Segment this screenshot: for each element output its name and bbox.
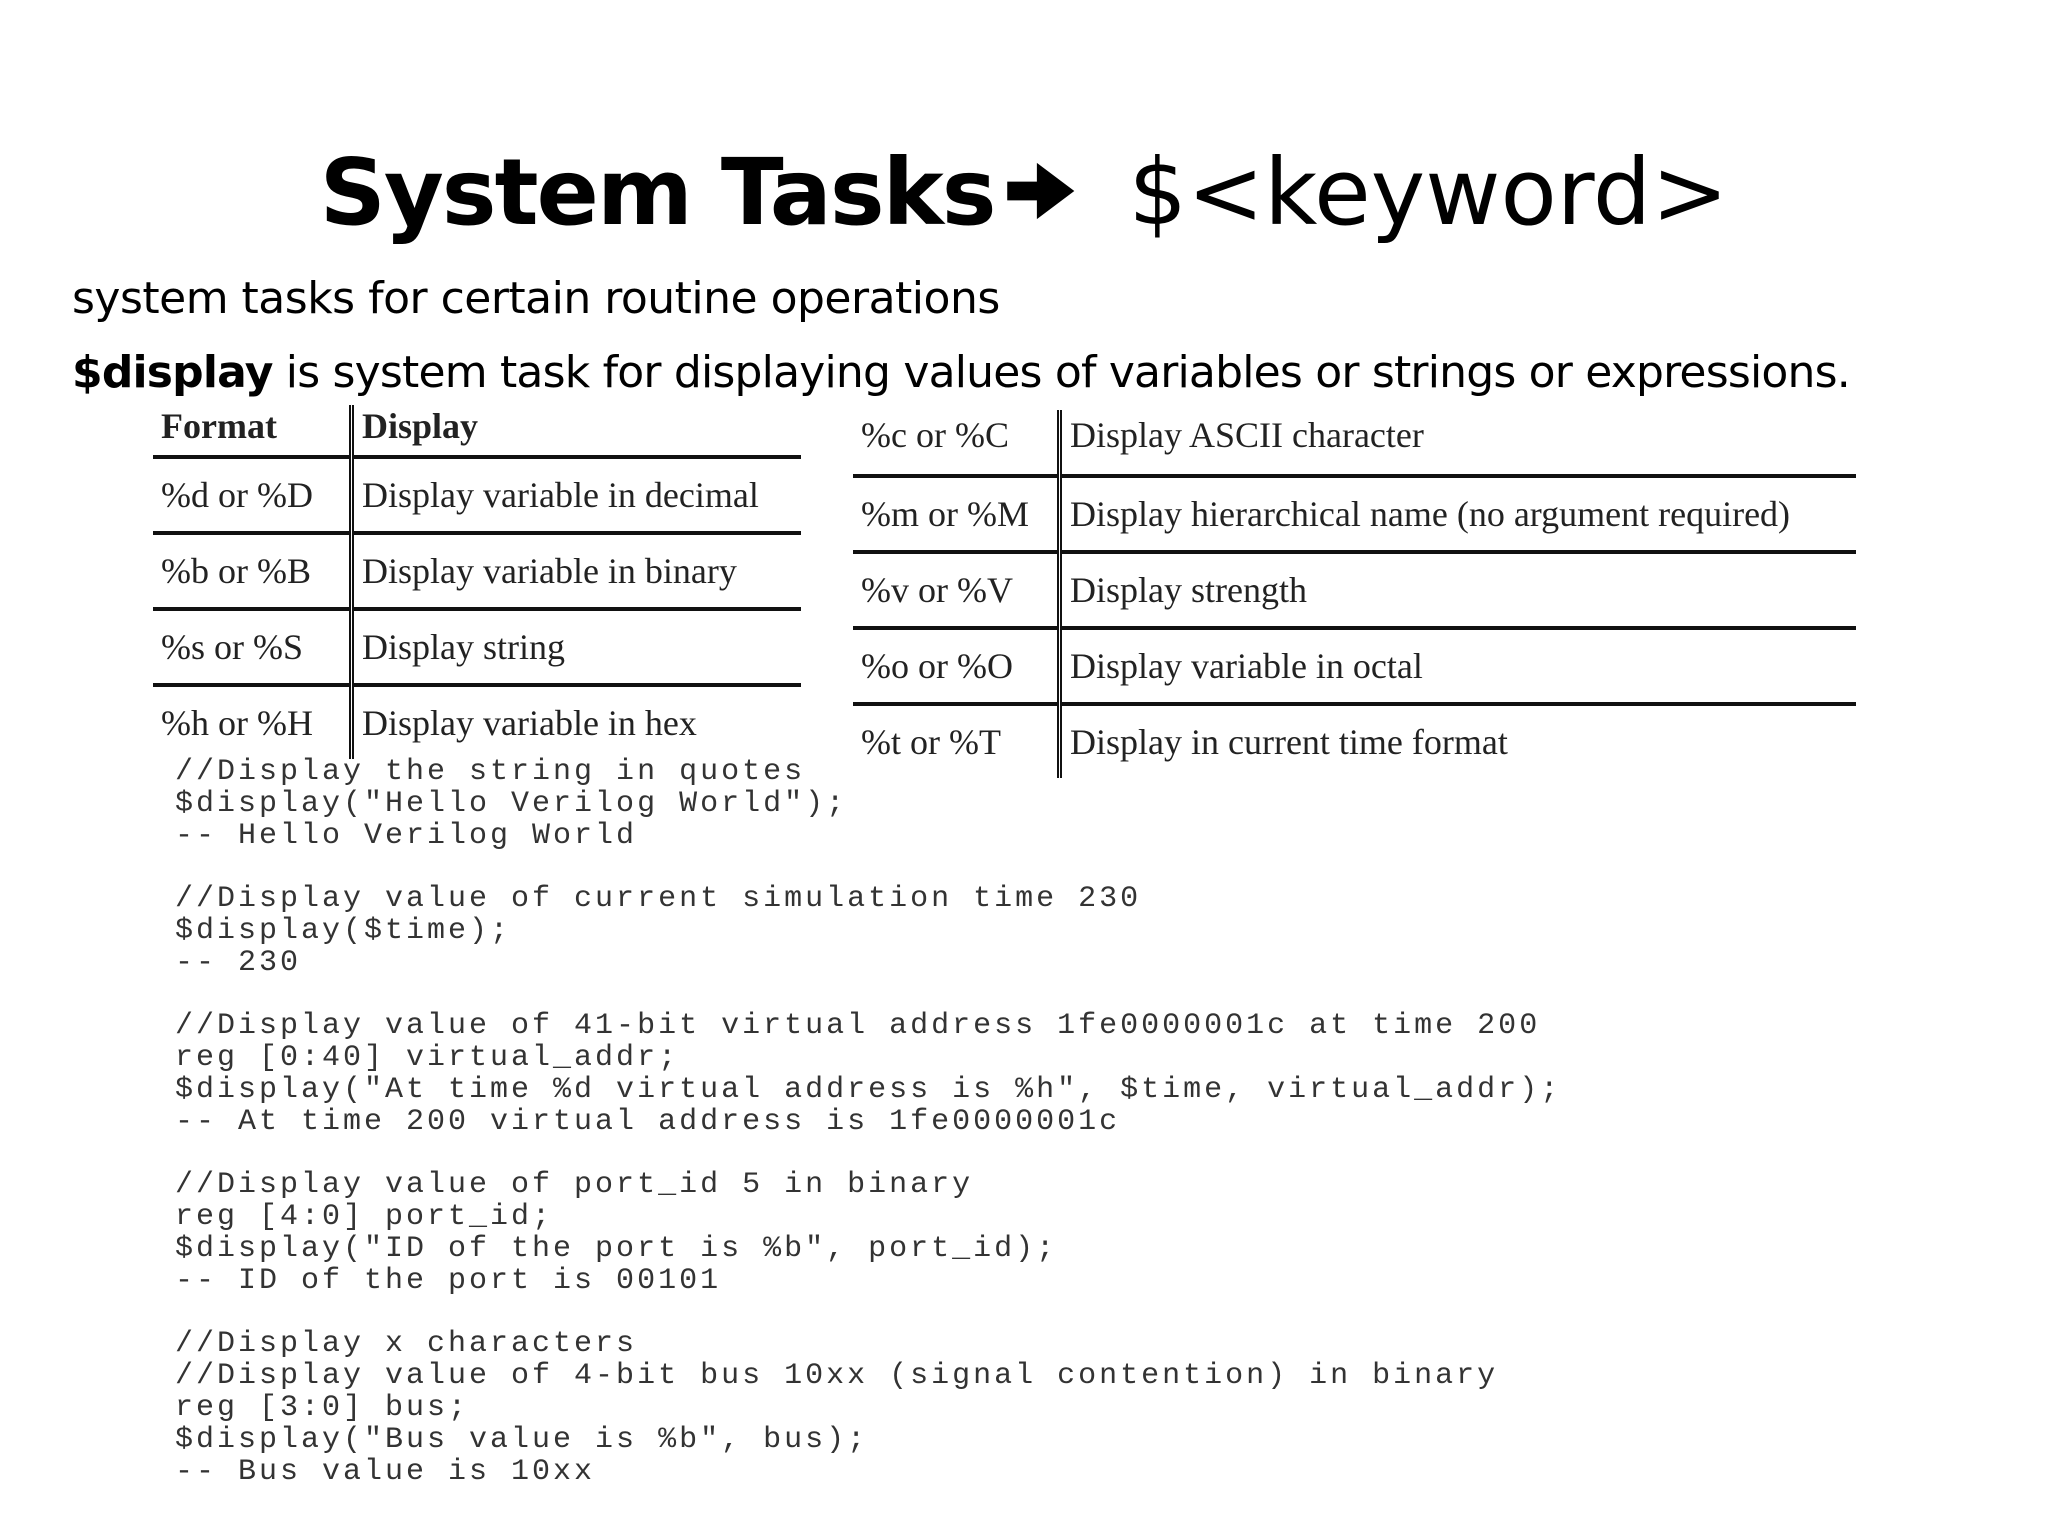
- format-code: %c or %C: [853, 410, 1060, 476]
- intro-line-2: [72, 346, 1850, 400]
- intro-line-2-rest: is system task for displaying values of variables or strings or expressions.: [272, 347, 1850, 398]
- code-line: //Display value of 4-bit bus 10xx (signal contention) in binary: [175, 1359, 1499, 1393]
- code-line: //Display value of 41-bit virtual address 1fe0000001c at time 200: [175, 1009, 1541, 1043]
- code-line: -- Hello Verilog World: [175, 819, 638, 853]
- header-display: Display: [362, 406, 479, 446]
- title-keyword-text: $<keyword>: [1128, 139, 1729, 246]
- code-line: $display("Hello Verilog World");: [175, 787, 848, 821]
- slide-title: [0, 138, 2048, 248]
- format-description: Display ASCII character: [1070, 415, 1424, 455]
- format-description: Display in current time format: [1070, 722, 1508, 762]
- format-description: Display hierarchical name (no argument required): [1070, 494, 1791, 534]
- code-line: -- Bus value is 10xx: [175, 1455, 596, 1489]
- intro-line-1: system tasks for certain routine operations: [72, 273, 1000, 324]
- code-line: //Display x characters: [175, 1327, 638, 1361]
- code-line: -- ID of the port is 00101: [175, 1264, 722, 1298]
- code-line: //Display value of current simulation time 230: [175, 882, 1142, 916]
- header-format: Format: [153, 405, 352, 457]
- code-line: //Display value of port_id 5 in binary: [175, 1168, 974, 1202]
- code-line: //Display the string in quotes: [175, 755, 806, 789]
- display-keyword: $display: [72, 347, 273, 398]
- table-row: [853, 552, 1856, 628]
- table-row: [153, 609, 801, 685]
- code-line: -- 230: [175, 946, 302, 980]
- table-row: [853, 476, 1856, 552]
- format-code: %o or %O: [853, 628, 1060, 704]
- code-block: [175, 756, 1561, 852]
- code-line: reg [0:40] virtual_addr;: [175, 1041, 680, 1075]
- code-line: $display($time);: [175, 914, 512, 948]
- code-line: reg [4:0] port_id;: [175, 1200, 554, 1234]
- format-description: Display string: [362, 627, 565, 667]
- code-examples: [175, 756, 1561, 1488]
- code-line: $display("ID of the port is %b", port_id);: [175, 1232, 1058, 1266]
- format-code: %t or %T: [853, 704, 1060, 778]
- right-arrow-icon: [1001, 152, 1079, 230]
- format-description: Display variable in binary: [362, 551, 737, 591]
- code-block: [175, 1169, 1561, 1297]
- code-line: reg [3:0] bus;: [175, 1391, 470, 1425]
- table-row: [853, 410, 1856, 476]
- format-description: Display variable in decimal: [362, 475, 759, 515]
- format-table-right: [853, 410, 1856, 778]
- format-description: Display variable in octal: [1070, 646, 1423, 686]
- code-line: $display("Bus value is %b", bus);: [175, 1423, 869, 1457]
- table-row: [153, 533, 801, 609]
- format-code: %m or %M: [853, 476, 1060, 552]
- format-table-left: [153, 405, 801, 759]
- code-line: -- At time 200 virtual address is 1fe0000001c: [175, 1105, 1121, 1139]
- format-code: %d or %D: [153, 457, 352, 533]
- format-code: %h or %H: [153, 685, 352, 759]
- format-code: %b or %B: [153, 533, 352, 609]
- table-header-row: [153, 405, 801, 457]
- format-code: %s or %S: [153, 609, 352, 685]
- title-bold-text: System Tasks: [319, 139, 995, 246]
- table-row: [153, 457, 801, 533]
- format-description: Display variable in hex: [362, 703, 697, 743]
- code-block: [175, 883, 1561, 979]
- format-code: %v or %V: [853, 552, 1060, 628]
- table-row: [153, 685, 801, 759]
- code-line: $display("At time %d virtual address is %h", $time, virtual_addr);: [175, 1073, 1562, 1107]
- format-description: Display strength: [1070, 570, 1307, 610]
- code-block: [175, 1328, 1561, 1488]
- code-block: [175, 1010, 1561, 1138]
- table-row: [853, 628, 1856, 704]
